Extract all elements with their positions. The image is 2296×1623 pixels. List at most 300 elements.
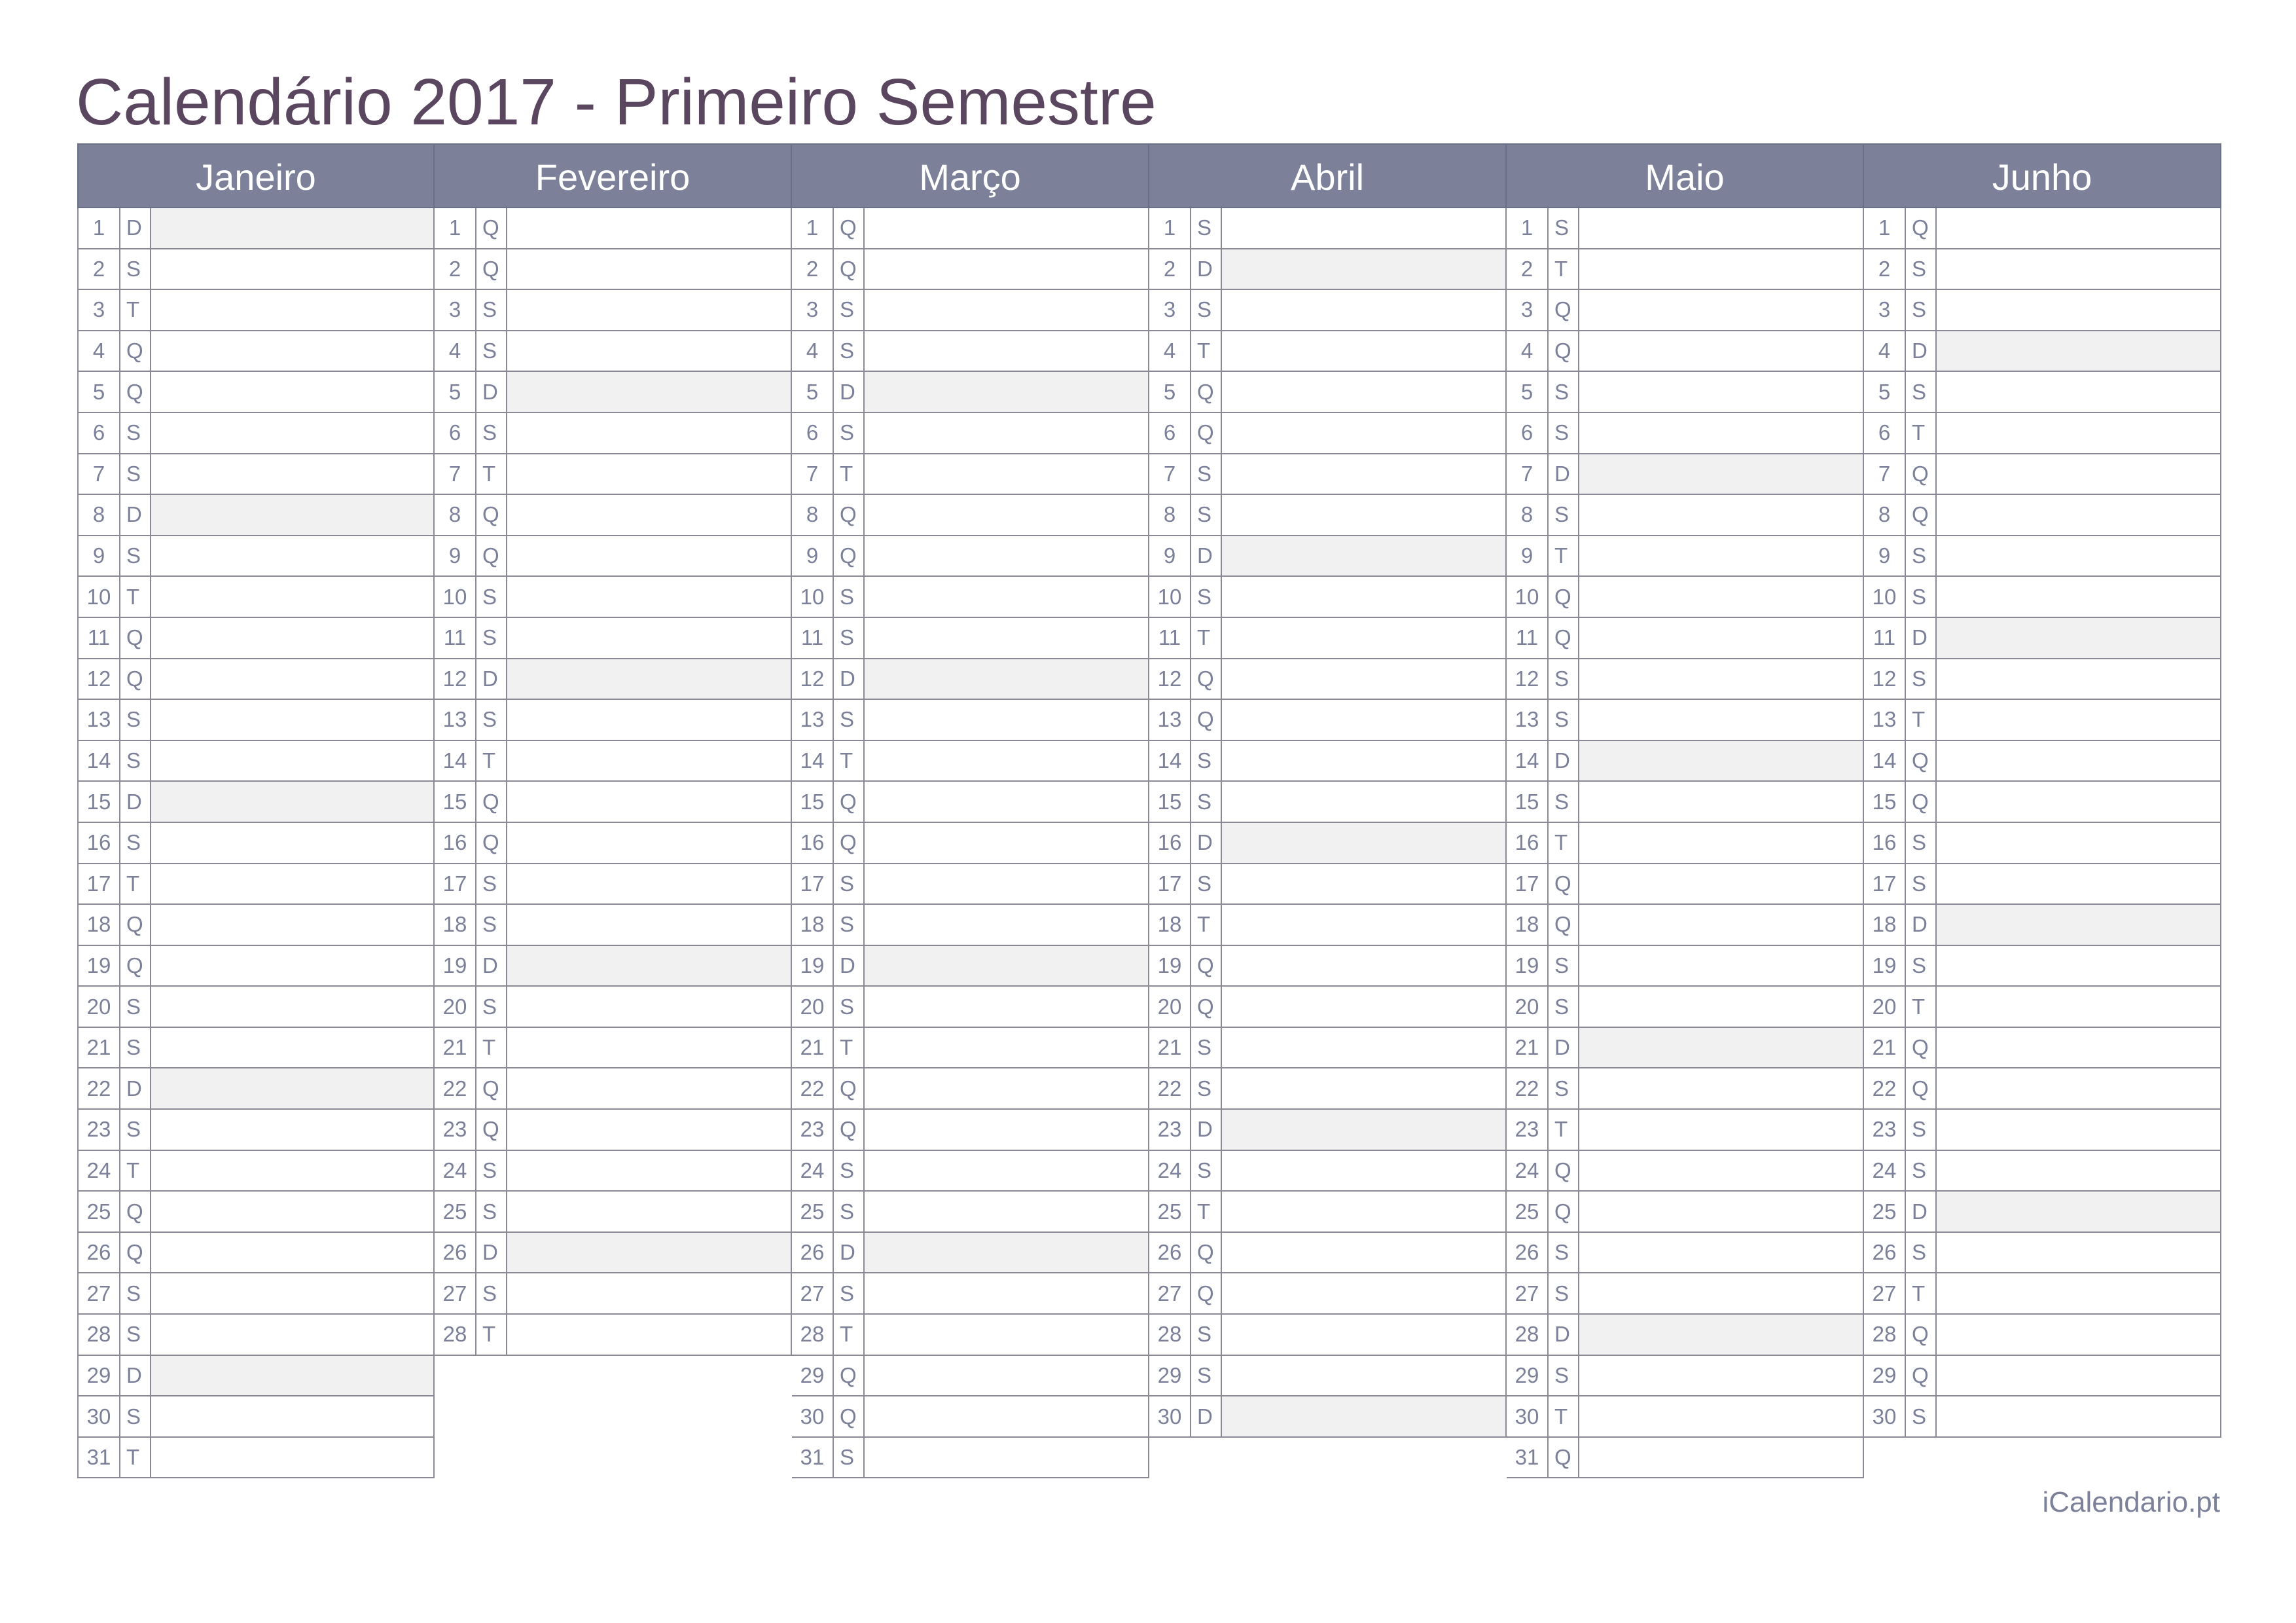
weekday-letter: Q: [120, 618, 151, 658]
note-cell[interactable]: [1222, 905, 1505, 945]
weekday-letter: S: [476, 618, 507, 658]
note-cell[interactable]: [1222, 1273, 1505, 1313]
note-cell[interactable]: [151, 454, 433, 494]
weekday-letter: Q: [120, 372, 151, 412]
day-number: 10: [1149, 577, 1191, 617]
note-cell[interactable]: [865, 1356, 1148, 1396]
note-cell[interactable]: [1222, 618, 1505, 658]
weekday-letter: T: [120, 290, 151, 330]
note-cell[interactable]: [1937, 1396, 2220, 1436]
note-cell[interactable]: [1937, 331, 2220, 371]
note-cell[interactable]: [865, 1438, 1148, 1478]
day-row: [79, 413, 433, 454]
note-cell[interactable]: [865, 823, 1148, 863]
note-cell[interactable]: [151, 864, 433, 904]
weekday-letter: S: [120, 249, 151, 289]
note-cell[interactable]: [507, 536, 791, 576]
note-cell[interactable]: [507, 659, 791, 699]
note-cell[interactable]: [1937, 454, 2220, 494]
note-cell[interactable]: [1222, 1315, 1505, 1355]
day-number: 2: [1149, 249, 1191, 289]
weekday-letter: S: [476, 413, 507, 453]
note-cell[interactable]: [151, 987, 433, 1027]
note-cell[interactable]: [1579, 208, 1863, 248]
note-cell[interactable]: [507, 700, 791, 740]
day-number: 28: [1864, 1315, 1906, 1355]
note-cell[interactable]: [1579, 1273, 1863, 1313]
day-number: 15: [1864, 782, 1906, 822]
note-cell[interactable]: [1579, 1151, 1863, 1191]
note-cell[interactable]: [151, 290, 433, 330]
day-row: [1149, 618, 1505, 659]
day-row: [1507, 290, 1863, 331]
note-cell[interactable]: [151, 1315, 433, 1355]
weekday-letter: S: [120, 823, 151, 863]
day-number: 22: [79, 1068, 120, 1108]
day-row: [79, 987, 433, 1028]
day-number: 7: [1864, 454, 1906, 494]
day-number: 17: [1507, 864, 1549, 904]
note-cell[interactable]: [865, 905, 1148, 945]
note-cell[interactable]: [151, 1233, 433, 1273]
note-cell[interactable]: [151, 659, 433, 699]
day-row: [79, 331, 433, 373]
weekday-letter: S: [1906, 659, 1937, 699]
weekday-letter: S: [1191, 208, 1222, 248]
note-cell[interactable]: [151, 372, 433, 412]
note-cell[interactable]: [151, 1068, 433, 1108]
note-cell[interactable]: [151, 741, 433, 781]
note-cell[interactable]: [1579, 372, 1863, 412]
note-cell[interactable]: [865, 413, 1148, 453]
day-row: [792, 577, 1148, 618]
day-row: [792, 454, 1148, 496]
day-row: [1864, 1315, 2220, 1356]
note-cell[interactable]: [151, 249, 433, 289]
note-cell[interactable]: [1937, 659, 2220, 699]
note-cell[interactable]: [1579, 700, 1863, 740]
note-cell[interactable]: [1579, 905, 1863, 945]
day-row: [79, 1315, 433, 1356]
note-cell[interactable]: [1579, 577, 1863, 617]
day-number: 11: [1149, 618, 1191, 658]
weekday-letter: D: [1549, 741, 1579, 781]
day-list: [77, 208, 435, 1478]
day-number: 30: [1149, 1396, 1191, 1436]
note-cell[interactable]: [865, 331, 1148, 371]
note-cell[interactable]: [1222, 1396, 1505, 1436]
note-cell[interactable]: [865, 208, 1148, 248]
note-cell[interactable]: [1937, 618, 2220, 658]
note-cell[interactable]: [1222, 946, 1505, 986]
note-cell[interactable]: [1579, 987, 1863, 1027]
note-cell[interactable]: [1579, 1028, 1863, 1068]
day-row: [1507, 1356, 1863, 1397]
day-number: 3: [792, 290, 834, 330]
note-cell[interactable]: [865, 1273, 1148, 1313]
note-cell[interactable]: [507, 1315, 791, 1355]
weekday-letter: D: [120, 782, 151, 822]
note-cell[interactable]: [507, 1192, 791, 1231]
note-cell[interactable]: [1222, 659, 1505, 699]
weekday-letter: S: [1549, 1233, 1579, 1273]
note-cell[interactable]: [151, 536, 433, 576]
day-number: 19: [79, 946, 120, 986]
note-cell[interactable]: [507, 372, 791, 412]
weekday-letter: S: [1191, 454, 1222, 494]
day-number: 22: [1507, 1068, 1549, 1108]
note-cell[interactable]: [151, 1110, 433, 1150]
note-cell[interactable]: [865, 1233, 1148, 1273]
note-cell[interactable]: [151, 1273, 433, 1313]
note-cell[interactable]: [1937, 741, 2220, 781]
note-cell[interactable]: [151, 495, 433, 535]
weekday-letter: D: [1906, 331, 1937, 371]
note-cell[interactable]: [1579, 536, 1863, 576]
day-row: [1149, 1273, 1505, 1315]
note-cell[interactable]: [1222, 1028, 1505, 1068]
note-cell[interactable]: [151, 1438, 433, 1478]
note-cell[interactable]: [151, 700, 433, 740]
weekday-letter: Q: [1191, 700, 1222, 740]
day-list: [1864, 208, 2221, 1438]
day-row: [435, 864, 791, 905]
note-cell[interactable]: [1222, 290, 1505, 330]
note-cell[interactable]: [507, 208, 791, 248]
note-cell[interactable]: [865, 700, 1148, 740]
note-cell[interactable]: [507, 864, 791, 904]
note-cell[interactable]: [151, 331, 433, 371]
note-cell[interactable]: [1937, 823, 2220, 863]
weekday-letter: S: [1906, 249, 1937, 289]
day-number: 5: [1149, 372, 1191, 412]
note-cell[interactable]: [865, 577, 1148, 617]
day-row: [435, 249, 791, 291]
day-number: 12: [435, 659, 476, 699]
note-cell[interactable]: [1937, 864, 2220, 904]
note-cell[interactable]: [865, 741, 1148, 781]
note-cell[interactable]: [1937, 987, 2220, 1027]
note-cell[interactable]: [1579, 413, 1863, 453]
note-cell[interactable]: [865, 659, 1148, 699]
note-cell[interactable]: [507, 1273, 791, 1313]
weekday-letter: S: [1549, 946, 1579, 986]
note-cell[interactable]: [1937, 372, 2220, 412]
note-cell[interactable]: [1222, 987, 1505, 1027]
note-cell[interactable]: [1579, 249, 1863, 289]
day-row: [1149, 1356, 1505, 1397]
note-cell[interactable]: [507, 249, 791, 289]
note-cell[interactable]: [1222, 249, 1505, 289]
note-cell[interactable]: [1222, 536, 1505, 576]
weekday-letter: T: [120, 1438, 151, 1478]
day-row: [1149, 1110, 1505, 1151]
note-cell[interactable]: [1222, 331, 1505, 371]
note-cell[interactable]: [1937, 1273, 2220, 1313]
note-cell[interactable]: [865, 495, 1148, 535]
day-number: 23: [1864, 1110, 1906, 1150]
note-cell[interactable]: [1937, 290, 2220, 330]
note-cell[interactable]: [1222, 1192, 1505, 1231]
note-cell[interactable]: [1579, 946, 1863, 986]
note-cell[interactable]: [507, 577, 791, 617]
note-cell[interactable]: [865, 372, 1148, 412]
weekday-letter: D: [120, 1068, 151, 1108]
note-cell[interactable]: [1222, 1356, 1505, 1396]
day-number: 5: [1507, 372, 1549, 412]
note-cell[interactable]: [865, 290, 1148, 330]
note-cell[interactable]: [1579, 1396, 1863, 1436]
weekday-letter: T: [476, 1315, 507, 1355]
note-cell[interactable]: [1937, 1356, 2220, 1396]
note-cell[interactable]: [507, 946, 791, 986]
weekday-letter: Q: [1549, 618, 1579, 658]
note-cell[interactable]: [1579, 290, 1863, 330]
weekday-letter: S: [834, 290, 865, 330]
day-row: [1864, 700, 2220, 741]
note-cell[interactable]: [1937, 1068, 2220, 1108]
note-cell[interactable]: [507, 1028, 791, 1068]
note-cell[interactable]: [1579, 741, 1863, 781]
note-cell[interactable]: [1937, 577, 2220, 617]
day-number: 6: [1149, 413, 1191, 453]
note-cell[interactable]: [1222, 208, 1505, 248]
day-row: [792, 249, 1148, 291]
day-number: 18: [792, 905, 834, 945]
note-cell[interactable]: [1579, 823, 1863, 863]
day-number: 14: [1864, 741, 1906, 781]
note-cell[interactable]: [1579, 1192, 1863, 1231]
note-cell[interactable]: [1937, 1110, 2220, 1150]
note-cell[interactable]: [865, 454, 1148, 494]
note-cell[interactable]: [1937, 249, 2220, 289]
weekday-letter: S: [1906, 290, 1937, 330]
weekday-letter: D: [1191, 536, 1222, 576]
note-cell[interactable]: [507, 1151, 791, 1191]
day-row: [792, 700, 1148, 741]
note-cell[interactable]: [1937, 1151, 2220, 1191]
note-cell[interactable]: [865, 536, 1148, 576]
note-cell[interactable]: [151, 1151, 433, 1191]
weekday-letter: T: [1549, 536, 1579, 576]
note-cell[interactable]: [865, 1315, 1148, 1355]
note-cell[interactable]: [865, 1396, 1148, 1436]
note-cell[interactable]: [507, 1110, 791, 1150]
day-number: 7: [1149, 454, 1191, 494]
day-number: 4: [1507, 331, 1549, 371]
note-cell[interactable]: [1937, 1192, 2220, 1231]
note-cell[interactable]: [1222, 454, 1505, 494]
note-cell[interactable]: [1579, 618, 1863, 658]
day-row: [79, 1396, 433, 1438]
day-list: [1149, 208, 1507, 1438]
day-number: 25: [1864, 1192, 1906, 1231]
note-cell[interactable]: [1222, 741, 1505, 781]
day-row: [792, 946, 1148, 987]
note-cell[interactable]: [507, 741, 791, 781]
note-cell[interactable]: [1937, 495, 2220, 535]
weekday-letter: S: [1549, 700, 1579, 740]
weekday-letter: S: [1906, 577, 1937, 617]
note-cell[interactable]: [1222, 1233, 1505, 1273]
day-row: [79, 536, 433, 577]
note-cell[interactable]: [151, 905, 433, 945]
note-cell[interactable]: [1937, 905, 2220, 945]
day-row: [1507, 987, 1863, 1028]
note-cell[interactable]: [507, 413, 791, 453]
weekday-letter: Q: [476, 536, 507, 576]
note-cell[interactable]: [507, 331, 791, 371]
note-cell[interactable]: [1937, 1315, 2220, 1355]
note-cell[interactable]: [865, 946, 1148, 986]
note-cell[interactable]: [865, 1151, 1148, 1191]
note-cell[interactable]: [865, 987, 1148, 1027]
note-cell[interactable]: [1937, 413, 2220, 453]
note-cell[interactable]: [1937, 536, 2220, 576]
day-row: [435, 659, 791, 701]
note-cell[interactable]: [507, 495, 791, 535]
weekday-letter: Q: [476, 249, 507, 289]
day-row: [1864, 1192, 2220, 1233]
day-row: [792, 1110, 1148, 1151]
weekday-letter: D: [834, 1233, 865, 1273]
weekday-letter: S: [1549, 413, 1579, 453]
note-cell[interactable]: [1937, 782, 2220, 822]
weekday-letter: Q: [834, 249, 865, 289]
note-cell[interactable]: [1222, 700, 1505, 740]
note-cell[interactable]: [507, 290, 791, 330]
note-cell[interactable]: [1937, 1028, 2220, 1068]
day-row: [1864, 1356, 2220, 1397]
weekday-letter: S: [476, 700, 507, 740]
note-cell[interactable]: [151, 577, 433, 617]
note-cell[interactable]: [865, 1028, 1148, 1068]
note-cell[interactable]: [151, 1396, 433, 1436]
note-cell[interactable]: [1222, 1110, 1505, 1150]
day-row: [1149, 331, 1505, 373]
day-number: 30: [1507, 1396, 1549, 1436]
note-cell[interactable]: [151, 1192, 433, 1231]
note-cell[interactable]: [865, 249, 1148, 289]
day-row: [1149, 1396, 1505, 1438]
note-cell[interactable]: [1579, 1438, 1863, 1478]
day-row: [792, 1192, 1148, 1233]
note-cell[interactable]: [507, 782, 791, 822]
footer-brand: iCalendario.pt: [2042, 1486, 2220, 1518]
note-cell[interactable]: [1579, 782, 1863, 822]
day-row: [435, 372, 791, 413]
note-cell[interactable]: [1222, 823, 1505, 863]
note-cell[interactable]: [1937, 208, 2220, 248]
note-cell[interactable]: [151, 208, 433, 248]
weekday-letter: S: [1549, 495, 1579, 535]
note-cell[interactable]: [1579, 1315, 1863, 1355]
note-cell[interactable]: [1222, 782, 1505, 822]
weekday-letter: S: [120, 454, 151, 494]
note-cell[interactable]: [865, 1110, 1148, 1150]
note-cell[interactable]: [1937, 946, 2220, 986]
day-number: 9: [1864, 536, 1906, 576]
day-row: [1507, 1151, 1863, 1192]
day-row: [1507, 1315, 1863, 1356]
note-cell[interactable]: [1579, 1068, 1863, 1108]
day-row: [1864, 1110, 2220, 1151]
note-cell[interactable]: [1937, 1233, 2220, 1273]
note-cell[interactable]: [1579, 1356, 1863, 1396]
note-cell[interactable]: [1222, 864, 1505, 904]
note-cell[interactable]: [865, 618, 1148, 658]
note-cell[interactable]: [507, 905, 791, 945]
weekday-letter: S: [834, 1438, 865, 1478]
note-cell[interactable]: [1579, 1233, 1863, 1273]
note-cell[interactable]: [1222, 372, 1505, 412]
note-cell[interactable]: [1222, 413, 1505, 453]
note-cell[interactable]: [1579, 659, 1863, 699]
note-cell[interactable]: [507, 618, 791, 658]
note-cell[interactable]: [865, 1068, 1148, 1108]
note-cell[interactable]: [1222, 577, 1505, 617]
weekday-letter: Q: [834, 1110, 865, 1150]
note-cell[interactable]: [151, 946, 433, 986]
day-row: [1507, 864, 1863, 905]
note-cell[interactable]: [1579, 331, 1863, 371]
day-row: [1507, 782, 1863, 823]
note-cell[interactable]: [507, 1068, 791, 1108]
day-number: 18: [1149, 905, 1191, 945]
note-cell[interactable]: [865, 1192, 1148, 1231]
note-cell[interactable]: [151, 1028, 433, 1068]
day-row: [792, 1315, 1148, 1356]
note-cell[interactable]: [151, 618, 433, 658]
note-cell[interactable]: [1579, 495, 1863, 535]
note-cell[interactable]: [151, 823, 433, 863]
day-number: 26: [79, 1233, 120, 1273]
note-cell[interactable]: [1579, 1110, 1863, 1150]
note-cell[interactable]: [507, 454, 791, 494]
note-cell[interactable]: [865, 864, 1148, 904]
note-cell[interactable]: [151, 1356, 433, 1396]
note-cell[interactable]: [151, 413, 433, 453]
weekday-letter: Q: [834, 208, 865, 248]
day-row: [1864, 577, 2220, 618]
weekday-letter: D: [1549, 454, 1579, 494]
note-cell[interactable]: [865, 782, 1148, 822]
day-row: [1864, 413, 2220, 454]
day-row: [1864, 946, 2220, 987]
note-cell[interactable]: [151, 782, 433, 822]
day-row: [1864, 290, 2220, 331]
weekday-letter: T: [834, 741, 865, 781]
note-cell[interactable]: [1222, 495, 1505, 535]
note-cell[interactable]: [1222, 1151, 1505, 1191]
month-column: [1864, 143, 2221, 1478]
note-cell[interactable]: [507, 987, 791, 1027]
day-row: [1149, 946, 1505, 987]
note-cell[interactable]: [1937, 700, 2220, 740]
note-cell[interactable]: [1579, 454, 1863, 494]
day-number: 31: [1507, 1438, 1549, 1478]
day-number: 2: [792, 249, 834, 289]
day-row: [79, 1273, 433, 1315]
weekday-letter: Q: [834, 823, 865, 863]
note-cell[interactable]: [1222, 1068, 1505, 1108]
note-cell[interactable]: [507, 823, 791, 863]
day-row: [792, 1396, 1148, 1438]
day-row: [1864, 987, 2220, 1028]
note-cell[interactable]: [507, 1233, 791, 1273]
weekday-letter: Q: [1191, 659, 1222, 699]
note-cell[interactable]: [1579, 864, 1863, 904]
